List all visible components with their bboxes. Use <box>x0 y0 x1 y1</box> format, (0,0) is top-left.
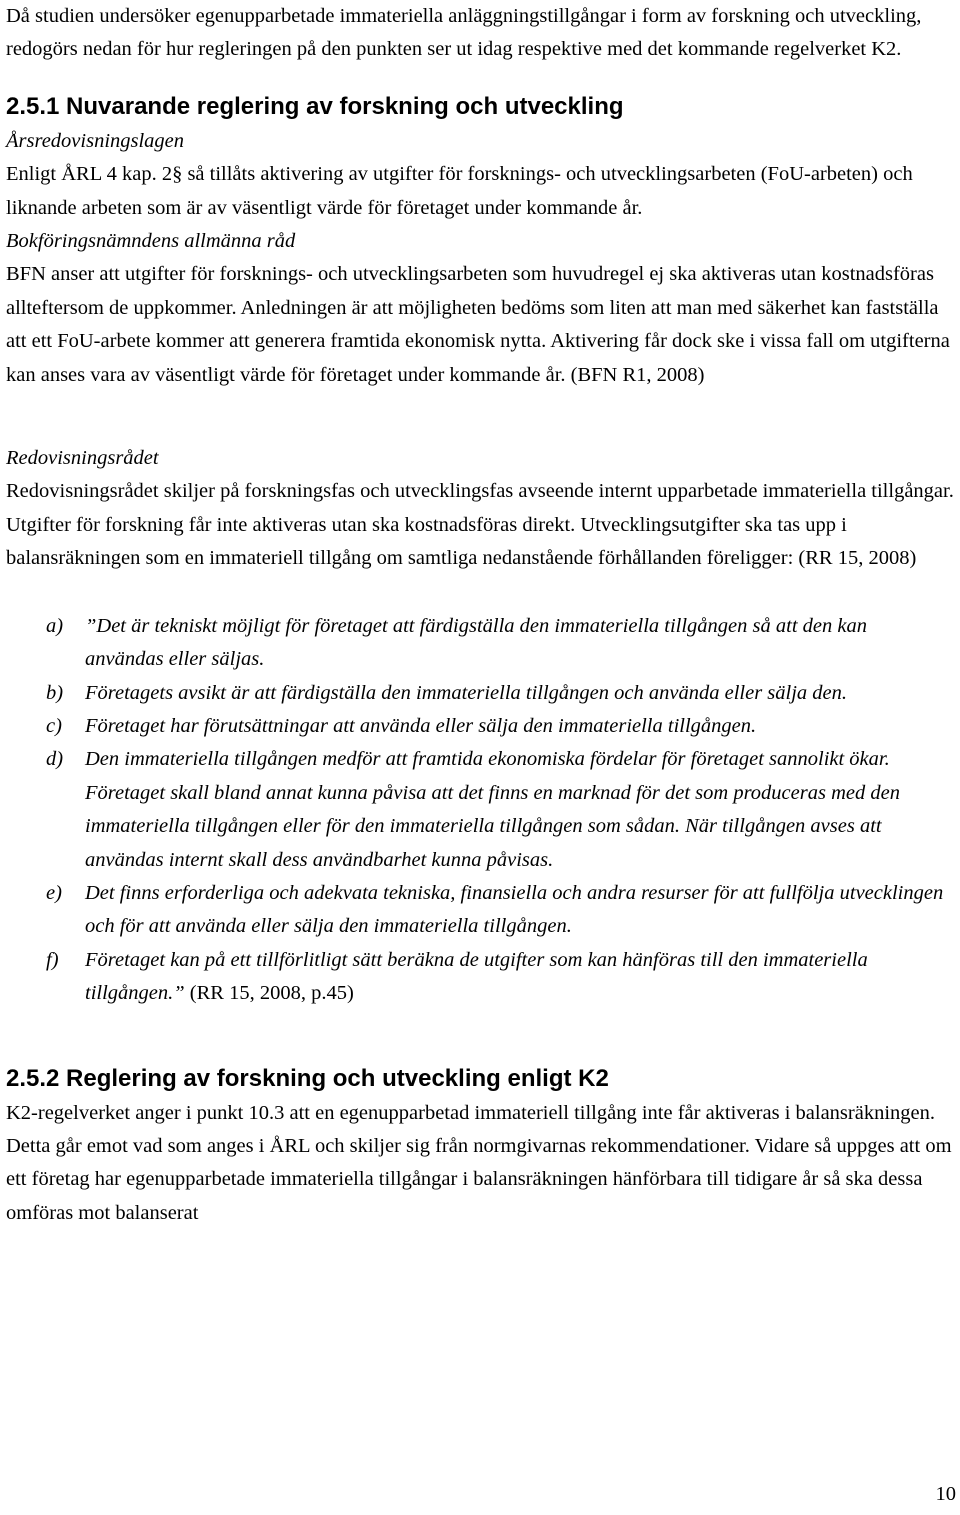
list-item-text: Den immateriella tillgången medför att framtida ekonomiska fördelar för företaget sannolikt ökar. Företaget skall bland annat kunna påvisa att det finns en marknad för det som produceras med den immateriella tillgången eller för den immateriella tillgången som sådan. När tillgången avses att användas internt skall dess användbarhet kunna påvisas. <box>85 748 900 871</box>
list-item-text: Företagets avsikt är att färdigställa den immateriella tillgången och använda eller sälja den. <box>85 681 848 704</box>
citation: (RR 15, 2008, p.45) <box>184 982 354 1005</box>
arl-paragraph: Enligt ÅRL 4 kap. 2§ så tillåts aktivering av utgifter för forsknings- och utvecklingsarbeten (FoU-arbeten) och liknande arbeten som är av väsentligt värde för företaget under kommande år. <box>6 163 913 219</box>
spacer <box>6 67 956 89</box>
section-heading-2-5-2: 2.5.2 Reglering av forskning och utveckling enligt K2 <box>6 1064 609 1092</box>
list-item-text: ”Det är tekniskt möjligt för företaget att färdigställa den immateriella tillgången så att den kan användas eller säljas. <box>85 614 867 671</box>
list-item <box>6 743 956 877</box>
spacer <box>6 576 956 610</box>
list-item-text: Det finns erforderliga och adekvata tekniska, finansiella och andra resurser för att fullfölja utvecklingen och för att använda eller sälja den immateriella tillgången. <box>85 881 944 938</box>
bfn-paragraph: BFN anser att utgifter för forsknings- och utvecklingsarbeten som huvudregel ej ska aktiveras utan kostnadsföras allteftersom de uppkommer. Anledningen är att möjligheten bedöms som liten att man med säkerhet kan fastställa att ett FoU-arbete kommer att generera framtida ekonomisk nytta. Aktivering får dock ske i vissa fall om utgifterna kan anses vara av väsentligt värde för företaget under kommande år. (BFN R1, 2008) <box>6 263 950 386</box>
document-page <box>6 0 956 1230</box>
list-item <box>6 877 956 944</box>
subheading-arsredovisningslagen: Årsredovisningslagen <box>6 129 185 152</box>
k2-paragraph: K2-regelverket anger i punkt 10.3 att en egenupparbetad immateriell tillgång inte får aktiveras i balansräkningen. Detta går emot vad som anges i ÅRL och skiljer sig från normgivarnas rekommendationer. Vidare så uppges att om ett företag har egenupparbetade immateriella tillgångar i balansräkningen hänförbara till tidigare år så ska dessa omföras mot balanserat <box>6 1101 952 1224</box>
list-item <box>6 944 956 1011</box>
list-marker: c) <box>46 714 62 737</box>
subheading-bfn: Bokföringsnämndens allmänna råd <box>6 230 296 253</box>
list-marker: d) <box>46 748 64 771</box>
list-item <box>6 677 956 710</box>
subheading-redovisningsradet: Redovisningsrådet <box>6 447 159 470</box>
list-marker: e) <box>46 881 62 904</box>
list-item <box>6 610 956 677</box>
spacer <box>6 1011 956 1061</box>
section-heading-2-5-1: 2.5.1 Nuvarande reglering av forskning och utveckling <box>6 92 624 120</box>
list-marker: f) <box>46 948 59 971</box>
spacer <box>6 392 956 442</box>
list-item <box>6 710 956 743</box>
list-item-text: Företaget kan på ett tillförlitligt sätt beräkna de utgifter som kan hänföras till den immateriella tillgången.” <box>85 948 868 1005</box>
list-marker: b) <box>46 681 64 704</box>
criteria-list <box>6 610 956 1011</box>
list-marker: a) <box>46 614 64 637</box>
intro-paragraph: Då studien undersöker egenupparbetade immateriella anläggningstillgångar i form av forskning och utveckling, redogörs nedan för hur regleringen på den punkten ser ut idag respektive med det kommande regelverket K2. <box>6 5 922 61</box>
rr-paragraph: Redovisningsrådet skiljer på forskningsfas och utvecklingsfas avseende internt upparbetade immateriella tillgångar. Utgifter för forskning får inte aktiveras utan ska kostnadsföras direkt. Utvecklingsutgifter ska tas upp i balansräkningen som en immateriell tillgång om samtliga nedanstående förhållanden föreligger: (RR 15, 2008) <box>6 480 954 570</box>
list-item-text: Företaget har förutsättningar att använda eller sälja den immateriella tillgången. <box>85 714 757 737</box>
page-number: 10 <box>935 1483 956 1505</box>
